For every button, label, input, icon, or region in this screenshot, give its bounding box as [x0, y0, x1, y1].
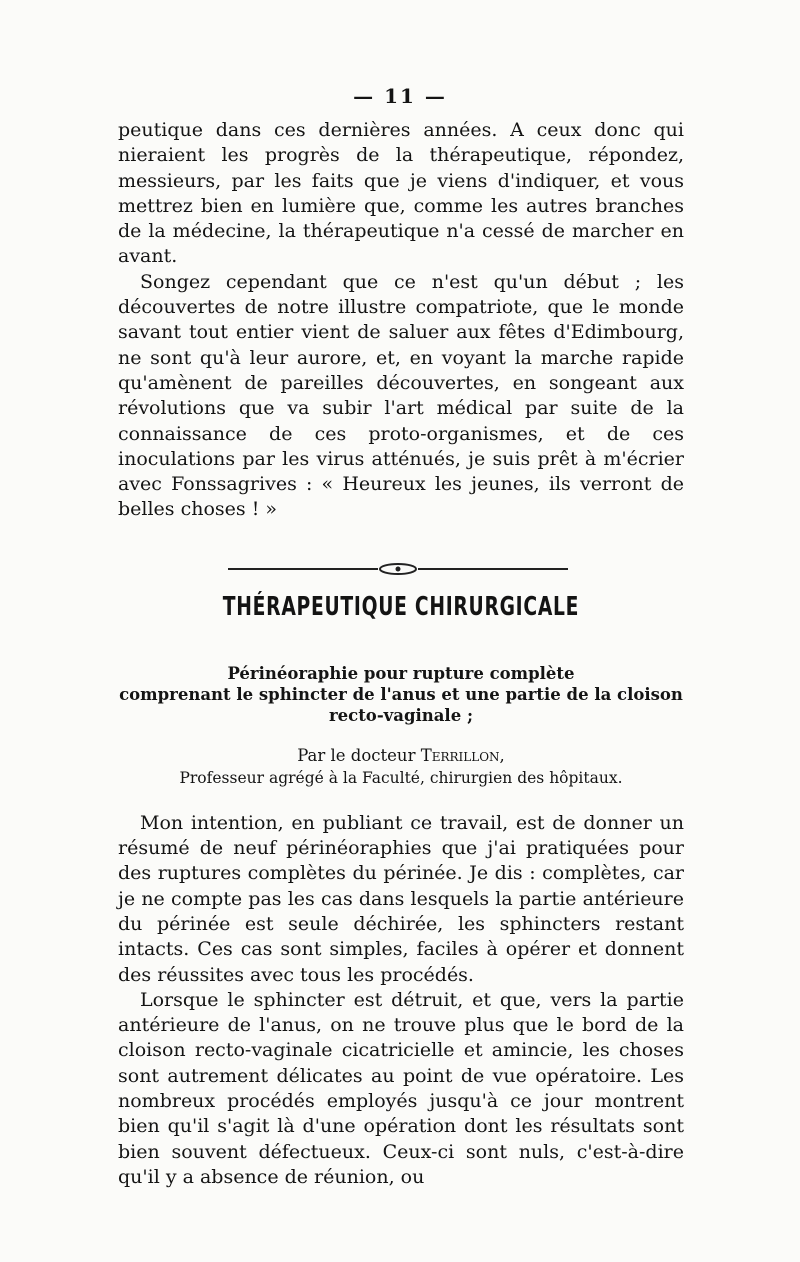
subtitle-line-2: comprenant le sphincter de l'anus et une partie de la cloison	[119, 684, 683, 704]
body-paragraph-2: Lorsque le sphincter est détruit, et que, vers la partie antérieure de l'anus, on ne trouve plus que le bord de la cloison recto-vaginale cicatricielle et amincie, les choses sont autrement délicates au point de vue opératoire. Les nombreux procédés employés jusqu'à ce jour montrent bien qu'il s'agit là d'une opération dont les résultats sont bien souvent défectueux. Ceux-ci sont nuls, c'est-à-dire qu'il y a absence de réunion, ou	[118, 988, 684, 1188]
section-divider	[118, 523, 684, 585]
author-line	[118, 744, 684, 767]
article-body	[118, 811, 684, 1190]
page-number: — 11 —	[353, 84, 447, 108]
text-column	[118, 118, 684, 1190]
section-title: THÉRAPEUTIQUE CHIRURGICALE	[222, 591, 580, 622]
subtitle-line-1: Périnéoraphie pour rupture complète	[227, 663, 575, 683]
author-affiliation: Professeur agrégé à la Faculté, chirurgien des hôpitaux.	[179, 768, 623, 787]
intro-paragraph-1: peutique dans ces dernières années. A ceux donc qui nieraient les progrès de la thérapeutique, répondez, messieurs, par les faits que je viens d'indiquer, et vous mettrez bien en lumière que, comme les autres branches de la médecine, la thérapeutique n'a cessé de marcher en avant.	[118, 119, 684, 268]
ornamental-rule-icon	[228, 563, 568, 575]
author-name: Terrillon,	[420, 745, 505, 765]
subtitle-line-3: recto-vaginale ;	[328, 705, 474, 725]
author-prefix: Par le docteur	[297, 745, 416, 765]
article-subtitle	[118, 663, 684, 726]
body-paragraph-1: Mon intention, en publiant ce travail, est de donner un résumé de neuf périnéoraphies que j'ai pratiquées pour des ruptures complètes du périnée. Je dis : complètes, car je ne compte pas les cas dans lesquels la partie antérieure du périnée est seule déchirée, les sphincters restant intacts. Ces cas sont simples, faciles à opérer et donnent des réussites avec tous les procédés.	[118, 811, 684, 986]
intro-paragraph-2: Songez cependant que ce n'est qu'un début ; les découvertes de notre illustre compatriote, que le monde savant tout entier vient de saluer aux fêtes d'Edimbourg, ne sont qu'à leur aurore, et, en voyant la marche rapide qu'amènent de pareilles découvertes, en songeant aux révolutions que va subir l'art médical par suite de la connaissance de ces proto-organismes, et de ces inoculations par les virus atténués, je suis prêt à m'écrier avec Fonssagrives : « Heureux les jeunes, ils verront de belles choses ! »	[118, 270, 684, 521]
